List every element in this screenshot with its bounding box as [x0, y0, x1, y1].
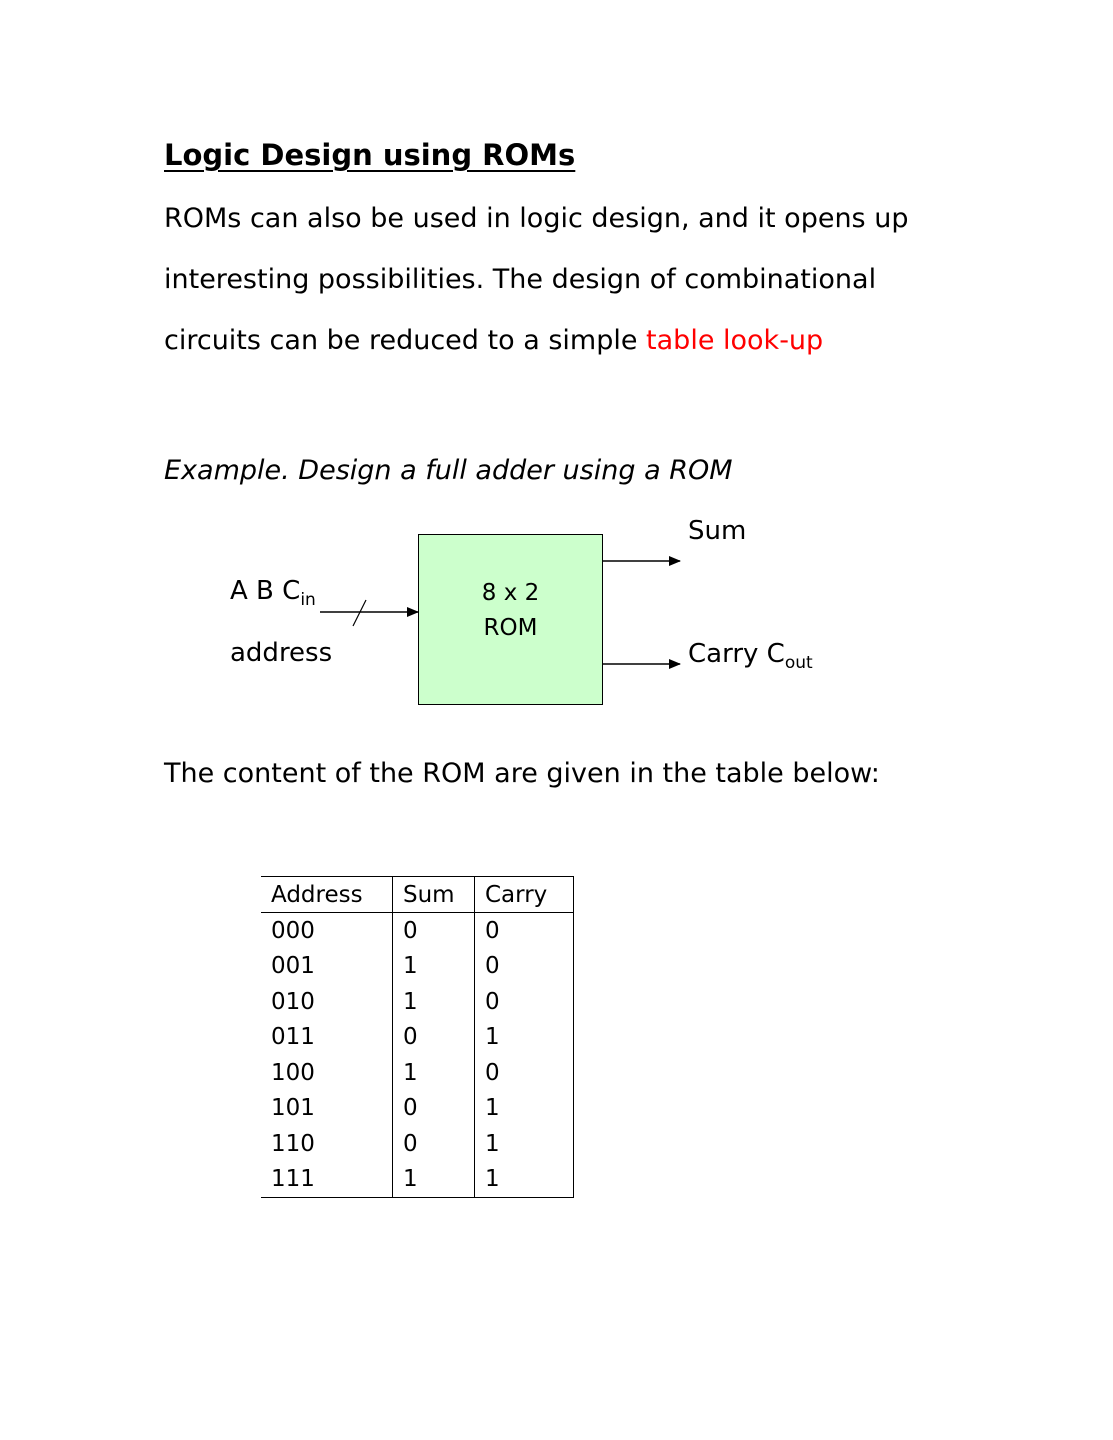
sum-cell: 0	[393, 1091, 475, 1127]
carry-cell: 0	[475, 913, 574, 949]
sum-output-label: Sum	[688, 516, 747, 546]
sum-cell: 0	[393, 913, 475, 949]
carry-cell: 1	[475, 1126, 574, 1162]
bus-slash	[353, 600, 366, 626]
header-carry: Carry	[475, 877, 574, 913]
header-address: Address	[261, 877, 393, 913]
address-cell: 001	[261, 949, 393, 985]
table-row	[261, 949, 574, 985]
carry-cell: 1	[475, 1020, 574, 1056]
carry-label-sub: out	[784, 653, 813, 673]
table-row	[261, 1162, 574, 1198]
intro-line-1: ROMs can also be used in logic design, and it opens up	[164, 203, 909, 234]
carry-output-label	[688, 639, 813, 673]
input-label	[230, 576, 316, 610]
address-label: address	[230, 638, 333, 668]
intro-line-2: interesting possibilities. The design of combinational	[164, 264, 877, 295]
rom-content-table	[261, 876, 574, 1198]
table-row	[261, 1020, 574, 1056]
address-cell: 010	[261, 984, 393, 1020]
intro-line-3	[164, 325, 823, 356]
table-lookup-highlight: table look-up	[646, 325, 824, 356]
address-cell: 100	[261, 1055, 393, 1091]
carry-cell: 0	[475, 984, 574, 1020]
sum-cell: 0	[393, 1020, 475, 1056]
table-row	[261, 1055, 574, 1091]
rom-label: ROM	[483, 615, 538, 641]
sum-cell: 1	[393, 984, 475, 1020]
input-label-sub: in	[300, 590, 316, 610]
address-cell: 111	[261, 1162, 393, 1198]
address-cell: 011	[261, 1020, 393, 1056]
table-header-row	[261, 877, 574, 913]
carry-cell: 1	[475, 1162, 574, 1198]
table-row	[261, 984, 574, 1020]
page-title: Logic Design using ROMs	[164, 138, 576, 172]
table-row	[261, 1126, 574, 1162]
table-row	[261, 1091, 574, 1127]
example-heading: Example. Design a full adder using a ROM	[164, 455, 733, 486]
sum-cell: 1	[393, 949, 475, 985]
table-row	[261, 913, 574, 949]
carry-cell: 0	[475, 1055, 574, 1091]
carry-label-text: Carry C	[688, 639, 785, 669]
address-cell: 110	[261, 1126, 393, 1162]
input-label-text: A B C	[230, 576, 301, 606]
sum-cell: 1	[393, 1055, 475, 1091]
table-intro: The content of the ROM are given in the table below:	[164, 758, 880, 789]
sum-cell: 1	[393, 1162, 475, 1198]
address-cell: 000	[261, 913, 393, 949]
carry-cell: 1	[475, 1091, 574, 1127]
sum-cell: 0	[393, 1126, 475, 1162]
rom-block	[418, 534, 603, 705]
address-cell: 101	[261, 1091, 393, 1127]
rom-size-label: 8 x 2	[481, 580, 540, 606]
intro-line-3-text: circuits can be reduced to a simple	[164, 325, 647, 356]
header-sum: Sum	[393, 877, 475, 913]
carry-cell: 0	[475, 949, 574, 985]
